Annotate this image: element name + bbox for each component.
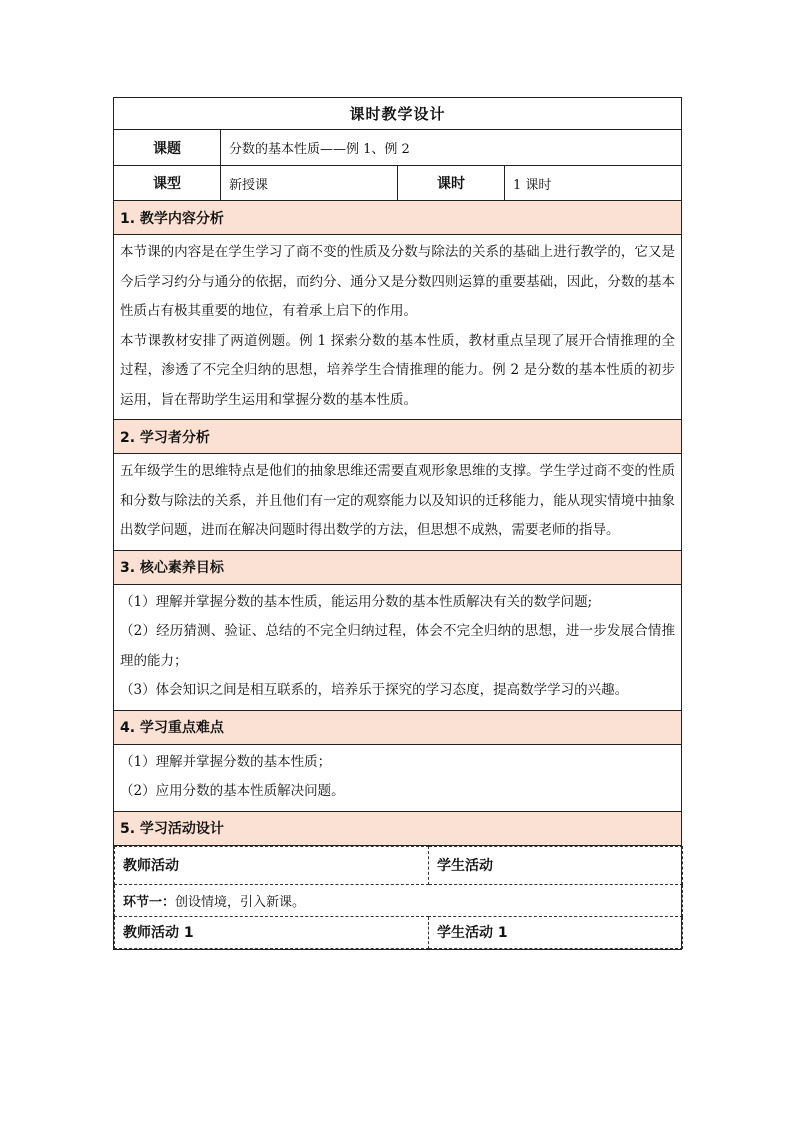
stage-text: 创设情境，引入新课。 — [175, 894, 306, 910]
type-label: 课型 — [114, 166, 221, 201]
lesson-plan-table — [113, 97, 682, 950]
content-paragraph: 本节课教材安排了两道例题。例 1 探索分数的基本性质，教材重点呈现了展开合情推理的全过程，渗透了不完全归纳的思想，培养学生合情推理的能力。例 2 是分数的基本性质的初步运用，旨在帮助学生运用和掌握分数的基本性质。 — [120, 332, 676, 408]
activities-table — [114, 846, 683, 949]
lesson-plan-document — [113, 97, 681, 950]
section-heading-key-points: 4. 学习重点难点 — [114, 710, 682, 744]
section-heading-learner: 2. 学习者分析 — [114, 420, 682, 454]
document-title: 课时教学设计 — [114, 98, 682, 130]
section-body-key-points — [114, 744, 682, 811]
hours-value: 1 课时 — [505, 166, 682, 201]
topic-label: 课题 — [114, 130, 221, 166]
section-heading-activities: 5. 学习活动设计 — [114, 811, 682, 845]
activities-container — [114, 845, 682, 949]
key-point-item: （1）理解并掌握分数的基本性质； — [120, 753, 332, 770]
section-body-learner — [114, 454, 682, 551]
teacher-activity-1: 教师活动 1 — [115, 916, 429, 948]
type-value: 新授课 — [221, 166, 398, 201]
section-heading-content: 1. 教学内容分析 — [114, 201, 682, 235]
goal-item: （1）理解并掌握分数的基本性质，能运用分数的基本性质解决有关的数学问题; — [120, 593, 593, 610]
content-paragraph: 本节课的内容是在学生学习了商不变的性质及分数与除法的关系的基础上进行教学的，它又是今后学习约分与通分的依据，而约分、通分又是分数四则运算的重要基础，因此，分数的基本性质占有极其重要的地位，有着承上启下的作用。 — [120, 244, 676, 319]
stage-one-row — [115, 884, 683, 916]
goal-item: （2）经历猜测、验证、总结的不完全归纳过程，体会不完全归纳的思想，进一步发展合情推理的能力； — [120, 623, 676, 669]
goal-item: （3）体会知识之间是相互联系的，培养乐于探究的学习态度，提高数学学习的兴趣。 — [120, 682, 629, 698]
stage-label: 环节一： — [123, 894, 176, 910]
section-body-goals — [114, 584, 682, 710]
key-point-item: （2）应用分数的基本性质解决问题。 — [120, 783, 345, 799]
student-activity-1: 学生活动 1 — [429, 916, 683, 948]
hours-label: 课时 — [398, 166, 505, 201]
section-body-content — [114, 235, 682, 420]
teacher-activity-header: 教师活动 — [115, 846, 429, 884]
student-activity-header: 学生活动 — [429, 846, 683, 884]
topic-value: 分数的基本性质——例 1、例 2 — [221, 130, 682, 166]
learner-paragraph: 五年级学生的思维特点是他们的抽象思维还需要直观形象思维的支撑。学生学过商不变的性质和分数与除法的关系，并且他们有一定的观察能力以及知识的迁移能力，能从现实情境中抽象出数学问题，进而在解决问题时得出数学的方法，但思想不成熟，需要老师的指导。 — [120, 463, 676, 538]
section-heading-goals: 3. 核心素养目标 — [114, 550, 682, 584]
